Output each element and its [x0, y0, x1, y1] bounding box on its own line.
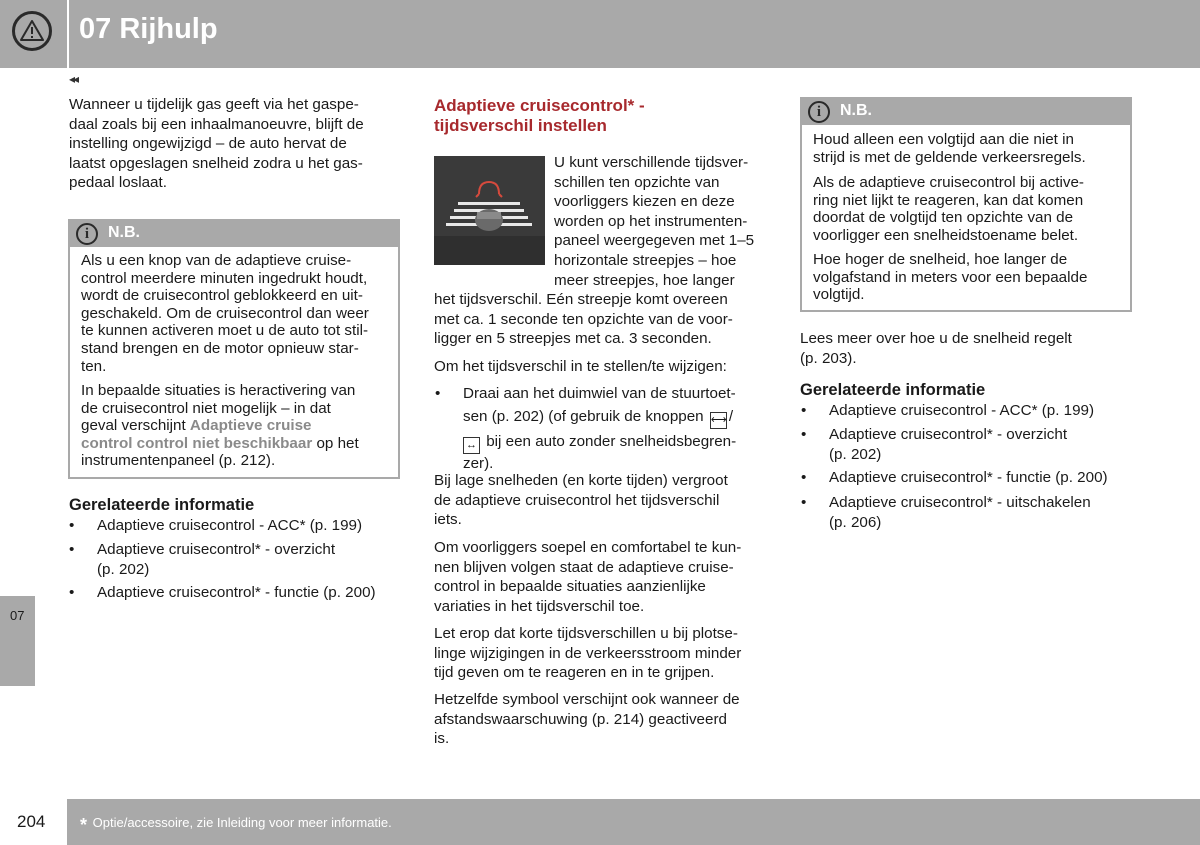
text-line: worden op het instrumenten- [554, 212, 748, 230]
text-span: op het [312, 434, 359, 452]
text-line: Adaptieve cruisecontrol* - overzicht [829, 426, 1068, 443]
text-line: paneel weergegeven met 1–5 [554, 232, 755, 250]
paragraph [434, 471, 728, 530]
text-line: zer). [463, 454, 494, 472]
text-line: Adaptieve cruisecontrol* - functie (p. 200) [829, 469, 1108, 486]
text-line: Adaptieve cruisecontrol* - uitschakelen [829, 494, 1091, 511]
text-line: meer streepjes, hoe langer [554, 271, 735, 289]
related-link[interactable] [69, 540, 336, 579]
text-line: volgafstand in meters voor een bepaalde [813, 268, 1088, 286]
distance-button-icon: ↔ [463, 437, 480, 454]
text-line: Adaptieve cruisecontrol - ACC* (p. 199) [829, 402, 1095, 419]
paragraph [434, 624, 741, 683]
text-line: (p. 203). [800, 349, 857, 367]
bullet-icon: • [69, 517, 75, 534]
chapter-header [0, 0, 1200, 68]
text-span: bij een auto zonder snelheidsbegren- [486, 432, 737, 450]
back-arrows-icon[interactable]: ◂◂ [69, 72, 78, 86]
bullet-icon: • [69, 541, 75, 558]
text-line: de adaptieve cruisecontrol het tijdsverschil [434, 491, 720, 509]
bullet-icon: • [801, 494, 807, 511]
text-line: Om het tijdsverschil in te stellen/te wijzigen: [434, 358, 727, 375]
info-icon: i [76, 223, 98, 245]
text-line [463, 432, 736, 454]
text-line: Bij lage snelheden (en korte tijden) vergroot [434, 472, 728, 489]
chapter-side-tab[interactable] [0, 596, 35, 686]
text-line: Adaptieve cruisecontrol* - functie (p. 200) [97, 584, 376, 601]
text-line: wordt de cruisecontrol geblokkeerd en uit- [81, 287, 363, 305]
text-line: ten. [81, 357, 107, 375]
text-line: tijd geven om te reageren en in te grijpen. [434, 664, 715, 682]
page-number: 204 [17, 812, 46, 831]
footnote-text: Optie/accessoire, zie Inleiding voor meer informatie. [92, 815, 392, 830]
note-title: N.B. [840, 102, 872, 119]
text-line: afstandswaarschuwing (p. 214) geactiveerd [434, 710, 727, 728]
paragraph [434, 290, 733, 349]
status-message-link[interactable]: Adaptieve cruise [189, 417, 312, 435]
bullet-icon: • [801, 469, 807, 486]
paragraph [434, 538, 741, 616]
related-link[interactable] [69, 583, 376, 603]
warning-triangle-icon [12, 11, 52, 51]
text-line: variaties in het tijdsverschil toe. [434, 597, 645, 615]
text-line: Hoe hoger de snelheid, hoe langer de [813, 251, 1068, 268]
bullet-icon: • [801, 402, 807, 419]
text-line: Om voorliggers soepel en comfortabel te kun- [434, 539, 742, 556]
note-paragraph [81, 382, 359, 470]
text-line: strijd is met de geldende verkeersregels. [813, 148, 1086, 166]
text-line: Hetzelfde symbool verschijnt ook wanneer de [434, 691, 740, 708]
note-paragraph [813, 131, 1086, 166]
text-line: schillen ten opzichte van [554, 173, 720, 191]
text-line: control meerdere minuten ingedrukt houdt, [81, 269, 368, 287]
note-header [802, 99, 1130, 125]
status-message-link[interactable]: control control niet beschikbaar [81, 434, 313, 452]
note-paragraph [813, 174, 1084, 244]
text-line: Lees meer over hoe u de snelheid regelt [800, 330, 1072, 347]
text-line: In bepaalde situaties is heractivering van [81, 382, 356, 399]
text-span: geval verschijnt [81, 417, 190, 435]
text-line: Houd alleen een volgtijd aan die niet in [813, 131, 1074, 148]
note-header [70, 221, 398, 247]
text-span: sen (p. 202) (of gebruik de knoppen [463, 407, 704, 425]
related-link[interactable] [801, 425, 1068, 464]
instruction-bullet [435, 384, 737, 473]
bullet-icon: • [801, 426, 807, 443]
text-line: volgtijd. [813, 286, 865, 304]
note-title: N.B. [108, 224, 140, 241]
text-line: Als u een knop van de adaptieve cruise- [81, 252, 352, 269]
text-line: tijdsverschil instellen [434, 116, 607, 135]
text-line: stand brengen en de motor opnieuw star- [81, 339, 359, 357]
text-line: Let erop dat korte tijdsverschillen u bij plotse- [434, 625, 738, 642]
info-icon: i [808, 101, 830, 123]
related-link[interactable] [801, 401, 1095, 421]
note-paragraph [81, 252, 369, 375]
note-paragraph [813, 251, 1087, 304]
related-heading: Gerelateerde informatie [800, 381, 986, 399]
bullet-icon: • [435, 385, 441, 402]
text-line: pedaal loslaat. [69, 174, 167, 192]
text-line: geschakeld. Om de cruisecontrol dan weer [81, 304, 369, 322]
text-line: instelling ongewijzigd – de auto hervat de [69, 135, 347, 153]
text-line: iets. [434, 511, 462, 529]
chapter-title: 07 Rijhulp [79, 13, 218, 45]
text-line: (p. 202) [97, 560, 150, 578]
text-line: (p. 202) [829, 445, 882, 463]
intro-paragraph [69, 95, 364, 193]
text-line: Adaptieve cruisecontrol* - [434, 96, 645, 115]
text-line: voorliggers kiezen en deze [554, 193, 735, 211]
text-line: control in bepaalde situaties aanzienlijke [434, 578, 706, 596]
note-box [800, 97, 1132, 312]
paragraph [554, 153, 754, 290]
text-line: linge wijzigingen in de verkeersstroom minder [434, 644, 742, 662]
text-line: voorligger een snelheidstoename belet. [813, 226, 1079, 244]
text-line: Wanneer u tijdelijk gas geeft via het gaspe- [69, 96, 359, 113]
bullet-icon: • [69, 584, 75, 601]
text-span: / [728, 407, 734, 425]
text-line: de cruisecontrol niet mogelijk – in dat [81, 399, 331, 417]
text-line: instrumentenpaneel (p. 212). [81, 452, 276, 470]
related-link[interactable] [801, 468, 1108, 488]
text-line: ligger en 5 streepjes met ca. 3 seconden. [434, 330, 712, 348]
text-line: (p. 206) [829, 513, 882, 531]
text-line [463, 407, 736, 429]
paragraph [434, 690, 740, 749]
text-line: laatst opgeslagen snelheid zodra u het gas- [69, 154, 363, 172]
distance-setting-illustration [434, 156, 545, 265]
footnote [80, 815, 392, 836]
paragraph[interactable] [800, 329, 1072, 368]
note-box [68, 219, 400, 479]
related-heading: Gerelateerde informatie [69, 496, 255, 514]
text-line: het tijdsverschil. Eén streepje komt overeen [434, 291, 728, 308]
text-line [81, 435, 359, 453]
text-line: horizontale streepjes – hoe [554, 251, 737, 269]
distance-button-icon: ⟷ [710, 412, 727, 429]
text-line: doordat de volgtijd ten opzichte van de [813, 209, 1074, 227]
asterisk-mark: * [80, 815, 88, 835]
text-line: Adaptieve cruisecontrol* - overzicht [97, 541, 336, 558]
related-link[interactable] [801, 493, 1091, 532]
text-line: ring niet lijkt te reageren, kan dat komen [813, 191, 1084, 209]
text-line: is. [434, 730, 450, 748]
paragraph [434, 357, 727, 377]
section-heading [434, 96, 645, 136]
side-tab-label: 07 [10, 608, 25, 623]
text-line: nen blijven volgen staat de adaptieve cruise- [434, 558, 734, 576]
related-link[interactable] [69, 516, 363, 536]
text-line: Adaptieve cruisecontrol - ACC* (p. 199) [97, 517, 363, 534]
header-divider [67, 0, 69, 68]
text-line: Draai aan het duimwiel van de stuurtoet- [463, 385, 736, 402]
text-line: Als de adaptieve cruisecontrol bij active- [813, 174, 1084, 191]
text-line: U kunt verschillende tijdsver- [554, 154, 749, 171]
text-line [81, 417, 359, 435]
text-line: te kunnen activeren moet u de auto tot stil- [81, 322, 369, 340]
text-line: met ca. 1 seconde ten opzichte van de voor- [434, 310, 733, 328]
text-line: daal zoals bij een inhaalmanoeuvre, blijft de [69, 115, 364, 133]
